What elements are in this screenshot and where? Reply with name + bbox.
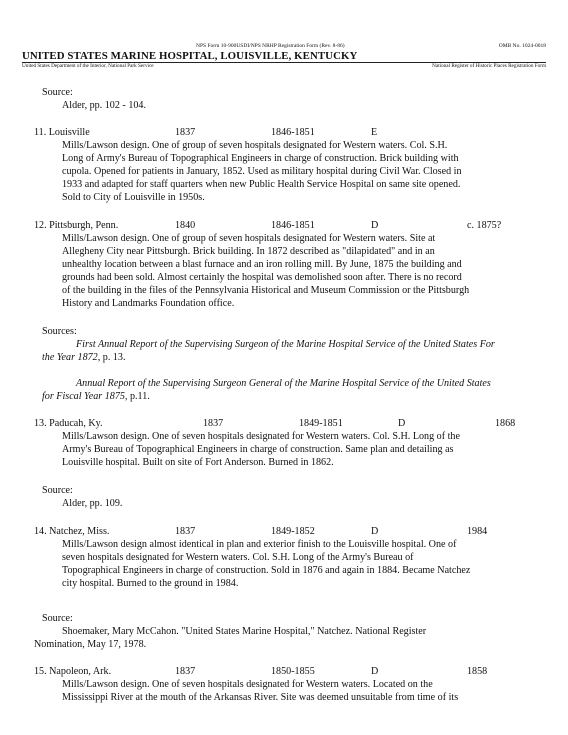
source-citation-cont: the Year 1872, p. 13. — [42, 352, 126, 363]
entry-build-years: 1849-1851 — [299, 418, 343, 429]
form-number: NPS Form 10-900USDI/NPS NRHP Registration Form (Rev. 8-86) — [196, 43, 345, 49]
entry-status-code: D — [371, 220, 379, 231]
entry-text-line: Long of Army's Bureau of Topographical Engineers in charge of construction. Brick building with — [62, 153, 459, 164]
entry-text-line: Mills/Lawson design. One of seven hospitals designated for Western waters. Located on the — [62, 679, 433, 690]
entry-text-line: of the building in the files of the Pennsylvania Historical and Museum Commission or the Pittsburgh — [62, 285, 470, 296]
entry-end-year: 1984 — [467, 526, 488, 537]
entry-text-line: Army's Bureau of Topographical Engineers in charge of construction. Same plan and detailing as — [62, 444, 454, 455]
source-label: Source: — [42, 87, 73, 98]
entry-end-year: 1858 — [467, 666, 488, 677]
entry-authorized-year: 1840 — [175, 220, 196, 231]
source-citation: Alder, pp. 109. — [62, 498, 123, 509]
entry-status-code: D — [371, 526, 379, 537]
entry-build-years: 1849-1852 — [271, 526, 315, 537]
page-title: UNITED STATES MARINE HOSPITAL, LOUISVILLE, KENTUCKY — [22, 50, 358, 62]
entry-text-line: Topographical Engineers in charge of construction. Sold in 1876 and again in 1884. Became Natchez — [62, 565, 471, 576]
entry-status-code: D — [371, 666, 379, 677]
entry-authorized-year: 1837 — [175, 526, 196, 537]
omb-number: OMB No. 1024-0018 — [498, 43, 546, 49]
entry-build-years: 1850-1855 — [271, 666, 315, 677]
entry-authorized-year: 1837 — [203, 418, 224, 429]
entry-text-line: seven hospitals designated for Western waters. Col. S.H. Long of the Army's Bureau of — [62, 552, 414, 563]
entry-heading: 14. Natchez, Miss. — [34, 526, 110, 537]
entry-text-line: cupola. Opened for patients in January, 1852. Used as military hospital during Civil War. Closed in — [62, 166, 462, 177]
source-citation: Annual Report of the Supervising Surgeon General of the Marine Hospital Service of the United States — [76, 378, 491, 389]
entry-end-year: c. 1875? — [467, 220, 502, 231]
sources-label: Sources: — [42, 326, 77, 337]
entry-status-code: E — [371, 127, 378, 138]
department-label: United States Department of the Interior, National Park Service — [22, 63, 154, 69]
source-citation: Alder, pp. 102 - 104. — [62, 100, 146, 111]
entry-text-line: city hospital. Burned to the ground in 1984. — [62, 578, 239, 589]
entry-authorized-year: 1837 — [175, 127, 196, 138]
source-label: Source: — [42, 485, 73, 496]
entry-text-line: Louisville hospital. Built on site of Fort Anderson. Burned in 1862. — [62, 457, 334, 468]
entry-text-line: Mills/Lawson design. One of seven hospitals designated for Western waters. Col. S.H. Long of the — [62, 431, 460, 442]
source-label: Source: — [42, 613, 73, 624]
entry-text-line: Mills/Lawson design. One of group of seven hospitals designated for Western waters. Site at — [62, 233, 436, 244]
entry-heading: 15. Napoleon, Ark. — [34, 666, 112, 677]
entry-text-line: 1933 and adapted for staff quarters when new Public Health Service Hospital on same site opened. — [62, 179, 461, 190]
entry-build-years: 1846-1851 — [271, 127, 315, 138]
entry-build-years: 1846-1851 — [271, 220, 315, 231]
source-citation: Shoemaker, Mary McCahon. "United States Marine Hospital," Natchez. National Register — [62, 626, 427, 637]
entry-text-line: Mississippi River at the mouth of the Arkansas River. Site was deemed unsuitable from time of its — [62, 692, 459, 703]
entry-text-line: unhealthy location between a blast furnace and an iron rolling mill. By June, 1875 the building and — [62, 259, 462, 270]
source-citation-cont: for Fiscal Year 1875, p.11. — [42, 391, 150, 402]
entry-heading: 12. Pittsburgh, Penn. — [34, 220, 119, 231]
entry-text-line: grounds had been sold. Almost certainly the hospital was demolished soon after. There is no record — [62, 272, 462, 283]
entry-text-line: Mills/Lawson design almost identical in plan and exterior finish to the Louisville hospital. One of — [62, 539, 457, 550]
entry-status-code: D — [398, 418, 406, 429]
entry-text-line: Allegheny City near Pittsburgh. Brick building. In 1872 described as "dilapidated" and in an — [62, 246, 435, 257]
entry-authorized-year: 1837 — [175, 666, 196, 677]
register-label: National Register of Historic Places Registration Form — [432, 63, 546, 69]
source-citation: First Annual Report of the Supervising Surgeon of the Marine Hospital Service of the United States For — [76, 339, 495, 350]
source-citation-cont: Nomination, May 17, 1978. — [34, 639, 147, 650]
entry-end-year: 1868 — [495, 418, 516, 429]
entry-text-line: History and Landmarks Foundation office. — [62, 298, 235, 309]
entry-heading: 13. Paducah, Ky. — [34, 418, 103, 429]
entry-heading: 11. Louisville — [34, 127, 90, 138]
entry-text-line: Mills/Lawson design. One of group of seven hospitals designated for Western waters. Col. S.H. — [62, 140, 448, 151]
entry-text-line: Sold to City of Louisville in 1950s. — [62, 192, 205, 203]
